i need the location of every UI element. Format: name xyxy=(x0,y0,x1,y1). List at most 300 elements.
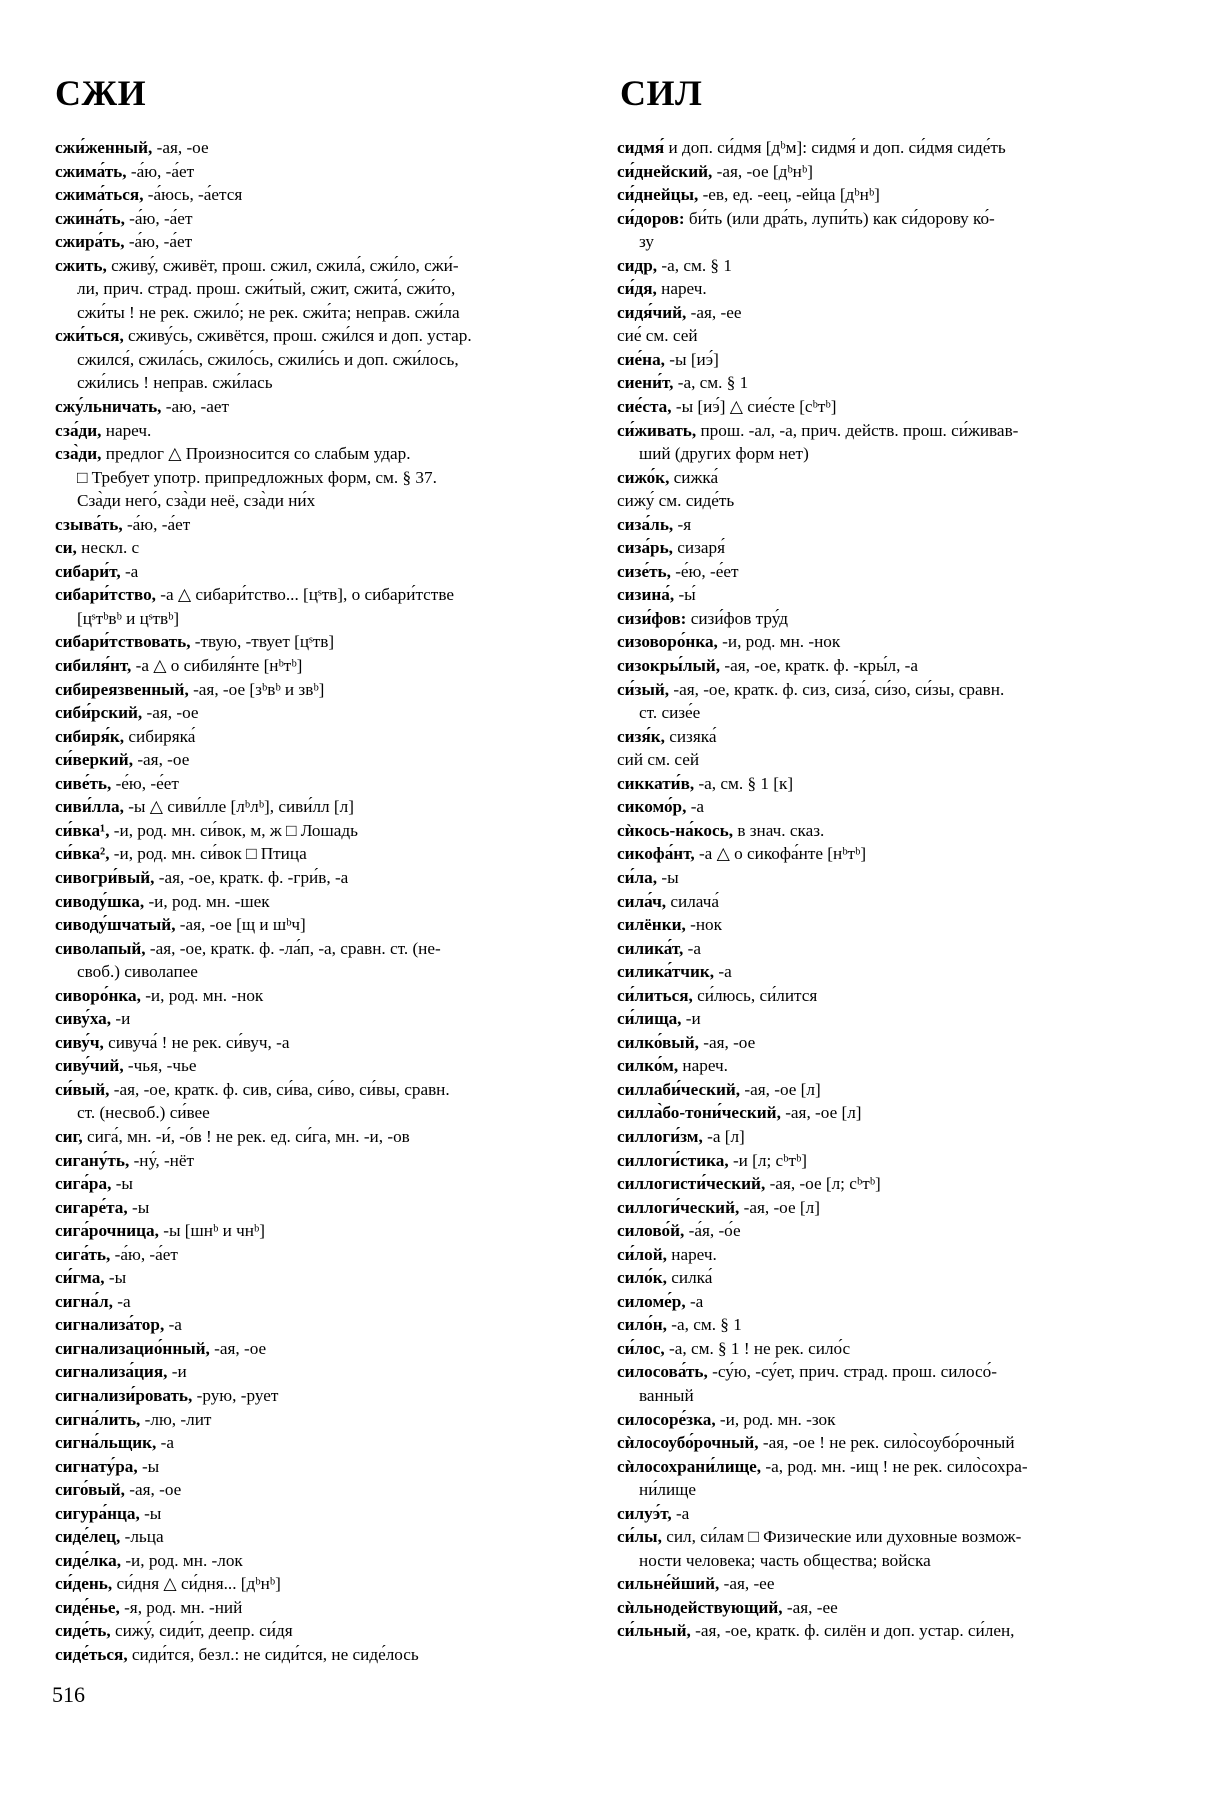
entry-text: -ая, -ое [л] xyxy=(740,1079,821,1099)
entry-line xyxy=(55,630,590,654)
entry-text: -а xyxy=(112,1291,131,1311)
entry-line xyxy=(617,1478,1152,1502)
entry-line xyxy=(617,1101,1152,1125)
headword: си́лой, xyxy=(617,1244,667,1264)
entry-line xyxy=(55,1054,590,1078)
entry-text: -а́юсь, -а́ется xyxy=(143,185,243,205)
headword: сѝлосоубо́рочный, xyxy=(617,1433,759,1453)
entry-text: -ая, -ое xyxy=(152,138,209,157)
headword: сиза́рь, xyxy=(617,538,673,558)
headword: сѝльнодействующий, xyxy=(617,1597,783,1617)
entry-text: сий см. сей xyxy=(617,750,700,770)
headword: сизи́фов: xyxy=(617,608,687,628)
entry-text: -я xyxy=(673,514,692,534)
headword: сие́ста, xyxy=(617,397,672,417)
entry-line xyxy=(617,984,1152,1008)
entry-text: -су́ю, -су́ет, прич. страд. прош. силосо́- xyxy=(707,1362,997,1382)
headword: сило́н, xyxy=(617,1315,667,1335)
entry-text: -а xyxy=(714,962,732,982)
entry-line xyxy=(55,1078,590,1102)
entry-text: си́люсь, си́лится xyxy=(692,985,818,1005)
entry-text: ли, прич. страд. прош. сжи́тый, сжит, сжита́, сжи́то, xyxy=(77,279,456,299)
entry-line xyxy=(55,1243,590,1267)
entry-line xyxy=(55,1478,590,1502)
entry-line xyxy=(55,1125,590,1149)
entry-line xyxy=(55,1525,590,1549)
entry-text: -твую, -твует [цˢтв] xyxy=(190,632,335,652)
entry-line xyxy=(55,1313,590,1337)
headword: сильне́йший, xyxy=(617,1574,720,1594)
headword: сижо́к, xyxy=(617,467,670,487)
headword: сжить, xyxy=(55,255,107,275)
headword: сигна́лить, xyxy=(55,1409,141,1429)
headword: сжина́ть, xyxy=(55,208,125,228)
entry-text: -ая, -ее xyxy=(782,1597,838,1617)
headword: сибари́тство, xyxy=(55,585,156,605)
headword: силко́вый, xyxy=(617,1032,699,1052)
headword: си, xyxy=(55,538,77,558)
entry-text: -ая, -ое, кратк. ф. -гри́в, -а xyxy=(154,867,349,887)
headword: сизокры́лый, xyxy=(617,656,721,676)
entry-line xyxy=(617,395,1152,419)
entry-text: нареч. xyxy=(656,279,707,299)
entry-line xyxy=(617,1619,1152,1643)
entry-text: -ая, -ое, кратк. ф. -кры́л, -а xyxy=(720,656,919,676)
entry-text: сижка́ xyxy=(669,467,719,487)
entry-text: сил, си́лам □ Физические или духовные возмож- xyxy=(661,1527,1022,1547)
entry-line xyxy=(55,466,590,490)
entry-line xyxy=(55,678,590,702)
entry-text: -ая, -ое xyxy=(133,750,190,770)
entry-text: -ая, -ое xyxy=(698,1032,756,1052)
entry-text: силка́ xyxy=(666,1268,713,1288)
right-column xyxy=(617,136,1152,1643)
entry-text: сига́, мн. -и́, -о́в ! не рек. ед. си́га, мн. -и, -ов xyxy=(82,1126,410,1146)
headword: сиводу́шка, xyxy=(55,891,145,911)
entry-line xyxy=(55,607,590,631)
headword: сиде́лка, xyxy=(55,1550,122,1570)
headword: силко́м, xyxy=(617,1056,679,1076)
entry-line xyxy=(55,1290,590,1314)
headword: сжи́женный, xyxy=(55,138,153,157)
entry-line xyxy=(617,1290,1152,1314)
headword: сза̀ди, xyxy=(55,444,102,464)
entry-line xyxy=(617,183,1152,207)
entry-text: -а́ю, -а́ет xyxy=(110,1244,178,1264)
entry-text: сиди́тся, безл.: не сиди́тся, не сиде́лось xyxy=(127,1645,419,1664)
entry-text: -ая, -ое xyxy=(124,1480,182,1500)
headword: си́доров: xyxy=(617,208,685,228)
entry-line xyxy=(617,348,1152,372)
headword: сигнату́ра, xyxy=(55,1456,138,1476)
entry-text: -а △ о сибиля́нте [нᵇтᵇ] xyxy=(131,656,303,676)
headword: си́лос, xyxy=(617,1338,665,1358)
headword: силосова́ть, xyxy=(617,1362,708,1382)
entry-text: -а △ о сикофа́нте [нᵇтᵇ] xyxy=(694,844,867,864)
entry-line xyxy=(55,890,590,914)
entry-line xyxy=(55,1172,590,1196)
headword: си́день, xyxy=(55,1574,113,1594)
headword: силуэ́т, xyxy=(617,1503,672,1523)
entry-line xyxy=(617,442,1152,466)
headword: сила́ч, xyxy=(617,891,667,911)
entry-text: -а △ сибари́тство... [цˢтв], о сибари́тстве xyxy=(155,585,454,605)
entry-text: сизи́фов тру́д xyxy=(686,608,789,628)
entry-line xyxy=(55,654,590,678)
entry-line xyxy=(55,489,590,513)
entry-line xyxy=(55,1619,590,1643)
headword: сжима́ться, xyxy=(55,185,144,205)
entry-text: -а́я, -о́е xyxy=(684,1221,741,1241)
entry-line xyxy=(55,842,590,866)
headword: сибиря́к, xyxy=(55,726,125,746)
entry-text: -и, род. мн. -шек xyxy=(144,891,270,911)
entry-line xyxy=(617,1525,1152,1549)
entry-text: -и, род. мн. -нок xyxy=(140,985,264,1005)
entry-line xyxy=(617,1172,1152,1196)
entry-text: нареч. xyxy=(678,1056,728,1076)
entry-text: ности человека; часть общества; войска xyxy=(639,1550,931,1570)
entry-text: -чья, -чье xyxy=(123,1056,197,1076)
entry-line xyxy=(55,1196,590,1220)
entry-line xyxy=(55,913,590,937)
entry-text: ст. (несвоб.) си́вее xyxy=(77,1103,210,1123)
entry-text: -ы xyxy=(139,1503,162,1523)
entry-line xyxy=(617,560,1152,584)
headword: сикомо́р, xyxy=(617,797,687,817)
entry-line xyxy=(617,136,1152,160)
entry-text: сжи́лись ! неправ. сжи́лась xyxy=(77,373,273,393)
headword: сза́ди, xyxy=(55,420,102,440)
entry-text: -а xyxy=(156,1433,174,1453)
entry-line xyxy=(55,1408,590,1432)
entry-text: ший (других форм нет) xyxy=(639,444,809,464)
entry-text: -ая, -ее xyxy=(719,1574,775,1594)
entry-line xyxy=(55,560,590,584)
headword: сибиля́нт, xyxy=(55,656,132,676)
entry-line xyxy=(617,1266,1152,1290)
entry-line xyxy=(617,654,1152,678)
entry-text: прош. -ал, -а, прич. действ. прош. си́живав- xyxy=(696,420,1019,440)
entry-line xyxy=(617,1337,1152,1361)
page-number: 516 xyxy=(52,1682,85,1707)
entry-text: сжился́, сжила́сь, сжило́сь, сжили́сь и доп. сжи́лось, xyxy=(77,349,459,369)
entry-line xyxy=(617,772,1152,796)
entry-line xyxy=(617,254,1152,278)
entry-line xyxy=(617,1408,1152,1432)
entry-text: -ая, -ое [зᵇвᵇ и звᵇ] xyxy=(188,679,325,699)
headword: сигнализацио́нный, xyxy=(55,1338,210,1358)
entry-line xyxy=(617,419,1152,443)
entry-line xyxy=(55,701,590,725)
entry-text: -ев, ед. -еец, -ейца [дᵇнᵇ] xyxy=(698,185,880,205)
entry-line xyxy=(617,819,1152,843)
entry-line xyxy=(55,1455,590,1479)
entry-line xyxy=(617,1572,1152,1596)
entry-text: предлог △ Произносится со слабым удар. xyxy=(101,444,411,464)
headword: сизоворо́нка, xyxy=(617,632,718,652)
entry-line xyxy=(617,1243,1152,1267)
entry-text: в знач. сказ. xyxy=(733,820,825,840)
headword: си́дя, xyxy=(617,279,657,299)
entry-text: -ну́, -нёт xyxy=(129,1150,195,1170)
running-header-right: СИЛ xyxy=(620,73,703,113)
left-column xyxy=(55,136,590,1667)
entry-line xyxy=(617,1384,1152,1408)
entry-line xyxy=(617,489,1152,513)
entry-text: сие́ см. сей xyxy=(617,326,698,346)
entry-line xyxy=(55,725,590,749)
entry-line xyxy=(617,937,1152,961)
entry-text: сивуча́ ! не рек. си́вуч, -а xyxy=(103,1032,290,1052)
entry-text: -а [л] xyxy=(702,1126,745,1146)
entry-text: -ы [иэ́] △ сие́сте [сᵇтᵇ] xyxy=(671,397,837,417)
entry-text: -ы [шнᵇ и чнᵇ] xyxy=(158,1221,265,1241)
headword: сизина́, xyxy=(617,585,675,605)
entry-text: -и xyxy=(111,1009,131,1029)
entry-text: -ая, -ое [л] xyxy=(780,1103,862,1123)
entry-text: -и, род. мн. си́вок, м, ж □ Лошадь xyxy=(109,820,358,840)
entry-line xyxy=(55,1101,590,1125)
entry-text: би́ть (или дра́ть, лупи́ть) как си́дорову ко́- xyxy=(684,208,995,228)
entry-text: -ая, -ое [щ и шᵇч] xyxy=(175,915,306,935)
headword: сига́рочница, xyxy=(55,1221,159,1241)
headword: силика́т, xyxy=(617,938,684,958)
headword: сжу́льничать, xyxy=(55,397,162,417)
headword: сига́ть, xyxy=(55,1244,111,1264)
headword: сигнализа́тор, xyxy=(55,1315,165,1335)
entry-text: ванный xyxy=(639,1385,694,1405)
entry-line xyxy=(617,725,1152,749)
entry-line xyxy=(617,1502,1152,1526)
entry-text: -аю, -ает xyxy=(161,397,230,417)
entry-text: -а xyxy=(671,1503,690,1523)
headword: сибари́тствовать, xyxy=(55,632,191,652)
entry-line xyxy=(617,1031,1152,1055)
entry-line xyxy=(617,1196,1152,1220)
headword: сига́ра, xyxy=(55,1174,112,1194)
entry-text: -ы xyxy=(137,1456,160,1476)
headword: сиза́ль, xyxy=(617,514,674,534)
headword: сикофа́нт, xyxy=(617,844,695,864)
entry-text: -а xyxy=(683,938,701,958)
entry-line xyxy=(55,748,590,772)
headword: си́живать, xyxy=(617,420,697,440)
entry-line xyxy=(617,607,1152,631)
entry-line xyxy=(617,913,1152,937)
entry-line xyxy=(55,254,590,278)
entry-text: -лю, -лит xyxy=(140,1409,212,1429)
headword: силлоги́стика, xyxy=(617,1150,729,1170)
entry-text: -а, см. § 1 ! не рек. сило́с xyxy=(664,1338,851,1358)
entry-line xyxy=(55,1007,590,1031)
entry-line xyxy=(617,701,1152,725)
entry-text: -ая, -ое xyxy=(209,1338,267,1358)
entry-line xyxy=(617,1054,1152,1078)
entry-line xyxy=(55,324,590,348)
headword: сидмя́ xyxy=(617,138,665,157)
entry-text: -а, см. § 1 xyxy=(666,1315,742,1335)
headword: силлоги́зм, xyxy=(617,1126,703,1146)
headword: сжи́ться, xyxy=(55,326,124,346)
entry-text: -и, род. мн. -лок xyxy=(121,1550,243,1570)
headword: силлогисти́ческий, xyxy=(617,1174,766,1194)
headword: сиде́ться, xyxy=(55,1645,128,1664)
headword: сигура́нца, xyxy=(55,1503,140,1523)
entry-text: -а, род. мн. -ищ ! не рек. сило̀сохра- xyxy=(761,1456,1028,1476)
headword: силлоги́ческий, xyxy=(617,1197,740,1217)
entry-line xyxy=(617,1078,1152,1102)
headword: сило́к, xyxy=(617,1268,667,1288)
headword: сѝлосохрани́лище, xyxy=(617,1456,762,1476)
entry-text: □ Требует употр. припредложных форм, см. § 37. xyxy=(77,467,437,487)
entry-line xyxy=(55,1149,590,1173)
entry-line xyxy=(617,466,1152,490)
entry-text: нареч. xyxy=(666,1244,717,1264)
entry-text: силача́ xyxy=(666,891,719,911)
entry-line xyxy=(617,301,1152,325)
entry-line xyxy=(55,419,590,443)
entry-text: -и, род. мн. -зок xyxy=(715,1409,836,1429)
headword: сизя́к, xyxy=(617,726,665,746)
headword: си́вка¹, xyxy=(55,820,110,840)
entry-text: нареч. xyxy=(101,420,152,440)
entry-line xyxy=(617,1549,1152,1573)
headword: си́льный, xyxy=(617,1621,691,1641)
headword: силосоре́зка, xyxy=(617,1409,716,1429)
entry-line xyxy=(55,136,590,160)
headword: силоме́р, xyxy=(617,1291,686,1311)
headword: сиволапый, xyxy=(55,938,146,958)
entry-text: -и, род. мн. си́вок □ Птица xyxy=(109,844,307,864)
entry-line xyxy=(617,1431,1152,1455)
headword: сигнализи́ровать, xyxy=(55,1385,193,1405)
entry-text: -а́ю, -а́ет xyxy=(126,161,195,181)
entry-text: -е́ю, -е́ет xyxy=(670,561,739,581)
headword: силика́тчик, xyxy=(617,962,715,982)
headword: си́днейцы, xyxy=(617,185,699,205)
headword: сиде́ть, xyxy=(55,1621,111,1641)
entry-line xyxy=(617,160,1152,184)
entry-line xyxy=(617,1313,1152,1337)
headword: сибари́т, xyxy=(55,561,121,581)
headword: сизе́ть, xyxy=(617,561,671,581)
headword: си́гма, xyxy=(55,1268,105,1288)
headword: сжима́ть, xyxy=(55,161,127,181)
headword: сидр, xyxy=(617,255,658,275)
headword: си́днейский, xyxy=(617,161,713,181)
entry-text: -и, род. мн. -нок xyxy=(717,632,841,652)
entry-text: -ая, -ое xyxy=(142,703,199,723)
entry-line xyxy=(55,1031,590,1055)
entry-line xyxy=(617,630,1152,654)
entry-line xyxy=(55,207,590,231)
headword: си́веркий, xyxy=(55,750,134,770)
entry-text: сживу́сь, сживётся, прош. сжи́лся и доп. устар. xyxy=(123,326,472,346)
entry-line xyxy=(55,536,590,560)
entry-text: сжи́ты ! не рек. сжило́; не рек. сжи́та; неправ. сжи́ла xyxy=(77,302,460,322)
entry-text: -я, род. мн. -ний xyxy=(119,1597,243,1617)
entry-text: [цˢтᵇвᵇ и цˢтвᵇ] xyxy=(77,608,180,628)
entry-line xyxy=(617,1125,1152,1149)
entry-text: -ая, -ое [л; сᵇтᵇ] xyxy=(765,1174,881,1194)
headword: сиву́ч, xyxy=(55,1032,104,1052)
entry-text: си́дня △ си́дня... [дᵇнᵇ] xyxy=(112,1574,281,1594)
entry-line xyxy=(55,1643,590,1667)
entry-text: зу xyxy=(639,232,655,252)
entry-text: ни́лище xyxy=(639,1480,697,1500)
entry-text: -ы xyxy=(111,1174,133,1194)
headword: сиводу́шчатый, xyxy=(55,915,176,935)
entry-line xyxy=(617,513,1152,537)
entry-text: нескл. с xyxy=(76,538,140,558)
entry-line xyxy=(617,866,1152,890)
entry-line xyxy=(55,1572,590,1596)
entry-text: -а, см. § 1 [к] xyxy=(694,773,794,793)
entry-text: сживу́, сживёт, прош. сжил, сжила́, сжи́ло, сжи́- xyxy=(106,255,459,275)
entry-text: -ы [иэ́] xyxy=(664,349,719,369)
entry-line xyxy=(55,1337,590,1361)
headword: си́лы, xyxy=(617,1527,662,1547)
headword: сѝкось-на́кось, xyxy=(617,820,734,840)
headword: силёнки, xyxy=(617,915,686,935)
headword: сиби́рский, xyxy=(55,703,143,723)
entry-text: -ы △ сиви́лле [лᵇлᵇ], сиви́лл [л] xyxy=(123,797,354,817)
entry-text: -а́ю, -а́ет xyxy=(122,514,191,534)
entry-line xyxy=(55,1549,590,1573)
entry-line xyxy=(617,960,1152,984)
entry-line xyxy=(55,1219,590,1243)
entry-text: Сза̀ди него́, сза̀ди неё, сза̀ди ни́х xyxy=(77,491,316,511)
entry-line xyxy=(55,795,590,819)
entry-line xyxy=(55,1384,590,1408)
headword: сиви́лла, xyxy=(55,797,124,817)
headword: си́вый, xyxy=(55,1079,110,1099)
entry-line xyxy=(617,1007,1152,1031)
entry-text: -ы xyxy=(127,1197,150,1217)
entry-line xyxy=(55,301,590,325)
entry-line xyxy=(55,371,590,395)
entry-line xyxy=(55,1360,590,1384)
headword: си́литься, xyxy=(617,985,693,1005)
entry-text: сижу́, сиди́т, деепр. си́дя xyxy=(110,1621,293,1641)
entry-text: -ая, -ое, кратк. ф. сиз, сиза́, си́зо, си́зы, сравн. xyxy=(669,679,1005,699)
running-header-left: СЖИ xyxy=(55,73,147,113)
entry-text: -ая, -ое, кратк. ф. сив, си́ва, си́во, си́вы, сравн. xyxy=(109,1079,450,1099)
entry-line xyxy=(617,795,1152,819)
entry-line xyxy=(55,1502,590,1526)
headword: сзыва́ть, xyxy=(55,514,123,534)
entry-line xyxy=(617,583,1152,607)
entry-line xyxy=(55,937,590,961)
entry-line xyxy=(617,1219,1152,1243)
entry-text: -а xyxy=(685,1291,704,1311)
entry-line xyxy=(55,183,590,207)
entry-line xyxy=(55,1431,590,1455)
entry-text: сизаря́ xyxy=(672,538,726,558)
entry-line xyxy=(55,772,590,796)
headword: сибиреязвенный, xyxy=(55,679,189,699)
entry-text: -а́ю, -а́ет xyxy=(124,208,193,228)
entry-line xyxy=(617,536,1152,560)
entry-text: -ы xyxy=(104,1268,127,1288)
entry-text: -ая, -ое [л] xyxy=(739,1197,820,1217)
entry-text: -ая, -ое ! не рек. сило̀соубо́рочный xyxy=(758,1433,1015,1453)
entry-text: -а xyxy=(686,797,705,817)
entry-line xyxy=(617,1455,1152,1479)
entry-text: -а xyxy=(120,561,139,581)
entry-text: -и xyxy=(167,1362,187,1382)
